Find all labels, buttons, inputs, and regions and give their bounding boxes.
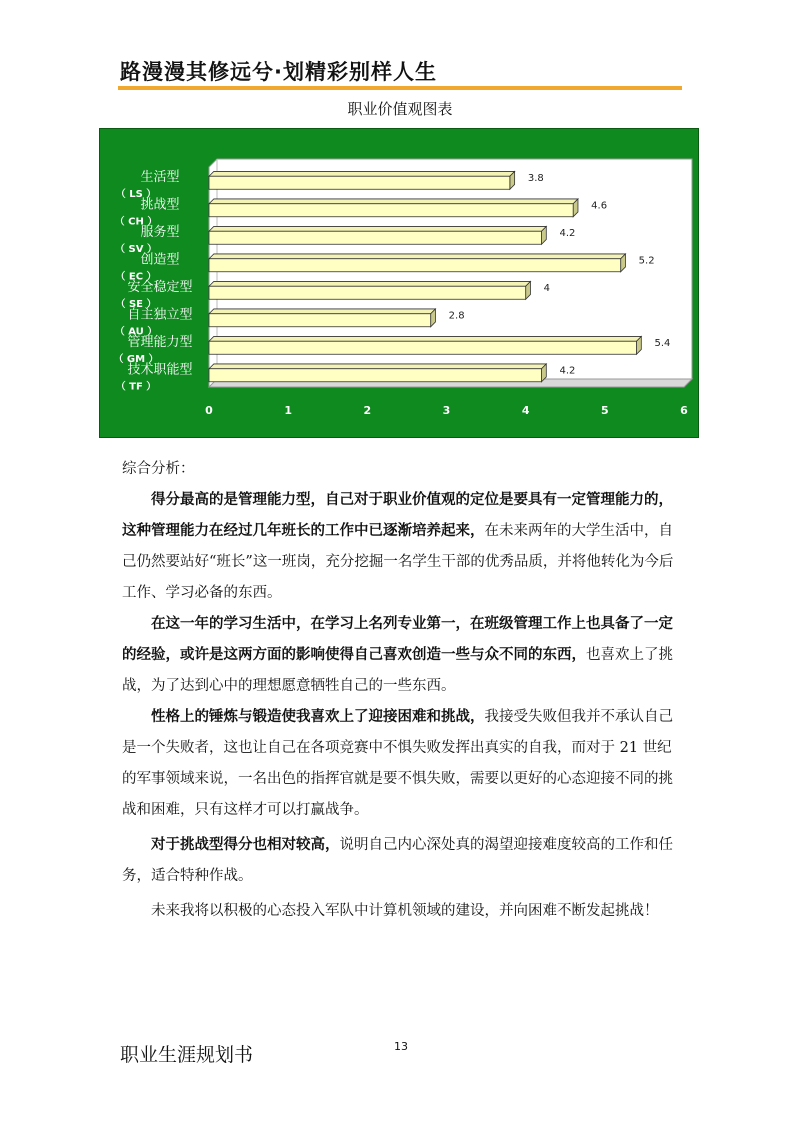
category-code-label: （ GM ） [113,353,159,365]
header-title: 路漫漫其修远兮·划精彩别样人生 [120,60,437,84]
bar [209,341,637,354]
x-tick-label: 3 [442,404,451,417]
chart-title: 职业价值观图表 [347,100,453,118]
bar-value-label: 5.2 [638,255,655,267]
paragraph-1-bold: 得分最高的是管理能力型，自己对于职业价值观的定位是要具有一定管理能力的，这种管理能力在经过几年班长的工作中已逐渐培养起来， [122,492,673,539]
category-code-label: （ CH ） [114,216,158,228]
analysis-paragraph-4 [122,830,684,892]
bar-top [209,199,578,204]
paragraph-2-rest: 也喜欢上了挑战，为了达到心中的理想愿意牺牲自己的一些东西。 [122,647,673,694]
analysis-section [122,454,684,927]
analysis-paragraph-3 [122,702,684,826]
category-label: 技术职能型 [127,362,193,378]
bar-top [209,281,530,286]
paragraph-2-bold: 在这一年的学习生活中，在学习上名列专业第一，在班级管理工作上也具备了一定的经验，或许是这两方面的影响使得自己喜欢创造一些与众不同的东西， [122,616,673,663]
bar-value-label: 4.2 [559,365,576,377]
bar-value-label: 3.8 [527,172,544,184]
category-code-label: （ SE ） [115,298,157,310]
paragraph-1-rest: 在未来两年的大学生活中，自己仍然要站好“班长”这一班岗，充分挖掘一名学生干部的优秀品质，并将他转化为今后工作、学习必备的东西。 [122,523,674,601]
analysis-paragraph-5: 未来我将以积极的心态投入军队中计算机领域的建设，并向困难不断发起挑战！ [151,903,659,919]
x-tick-label: 4 [521,404,530,417]
x-tick-label: 2 [363,404,372,417]
paragraph-3-bold: 性格上的锤炼与锻造使我喜欢上了迎接困难和挑战， [151,709,485,725]
category-label: 挑战型 [140,197,180,213]
bar-chart [100,129,700,439]
bar-top [209,336,641,341]
bar [209,259,621,272]
bar [209,314,431,327]
header-rule [118,86,682,90]
category-label: 安全稳定型 [127,279,193,295]
category-label: 管理能力型 [127,334,193,350]
paragraph-4-bold: 对于挑战型得分也相对较高， [151,837,340,853]
x-tick-label: 0 [205,404,213,417]
bar [209,204,573,217]
category-label: 创造型 [140,252,180,268]
category-label: 生活型 [140,169,180,185]
category-code-label: （ AU ） [114,326,158,338]
bar-top [209,171,515,176]
analysis-heading: 综合分析： [122,461,195,477]
category-label: 服务型 [140,224,180,240]
bar-value-label: 4.6 [591,200,608,212]
bar [209,176,510,189]
x-tick-label: 6 [680,404,688,417]
bar-value-label: 4.2 [559,227,576,239]
bar-value-label: 2.8 [448,310,465,322]
category-code-label: （ SV ） [115,243,157,255]
analysis-paragraph-2 [122,609,684,702]
footer-title: 职业生涯规划书 [120,1044,254,1066]
category-label: 自主独立型 [127,307,193,323]
paragraph-3-rest: 我接受失败但我并不承认自己是一个失败者，这也让自己在各项竞赛中不惧失败发挥出真实的自我，而对于 21 世纪的军事领域来说，一名出色的指挥官就是要不惧失败，需要以更好的心态迎接不同的挑战和困难，只有这样才可以打赢战争。 [122,709,673,818]
x-tick-label: 5 [601,404,609,417]
bar-top [209,364,546,369]
bar [209,231,542,244]
analysis-paragraph-1 [122,485,684,609]
bar-value-label: 5.4 [654,337,671,349]
x-tick-label: 1 [284,404,292,417]
category-code-label: （ TF ） [115,381,157,393]
chart-container [99,128,699,438]
category-code-label: （ EC ） [115,271,157,283]
category-code-label: （ LS ） [115,188,157,200]
bar [209,286,526,299]
paragraph-4-rest: 说明自己内心深处真的渴望迎接难度较高的工作和任务，适合特种作战。 [122,837,673,884]
bar-top [209,226,546,231]
bar [209,369,542,382]
page-number: 13 [394,1040,408,1053]
bar-value-label: 4 [543,282,551,294]
bar-top [209,254,625,259]
bar-top [209,309,435,314]
